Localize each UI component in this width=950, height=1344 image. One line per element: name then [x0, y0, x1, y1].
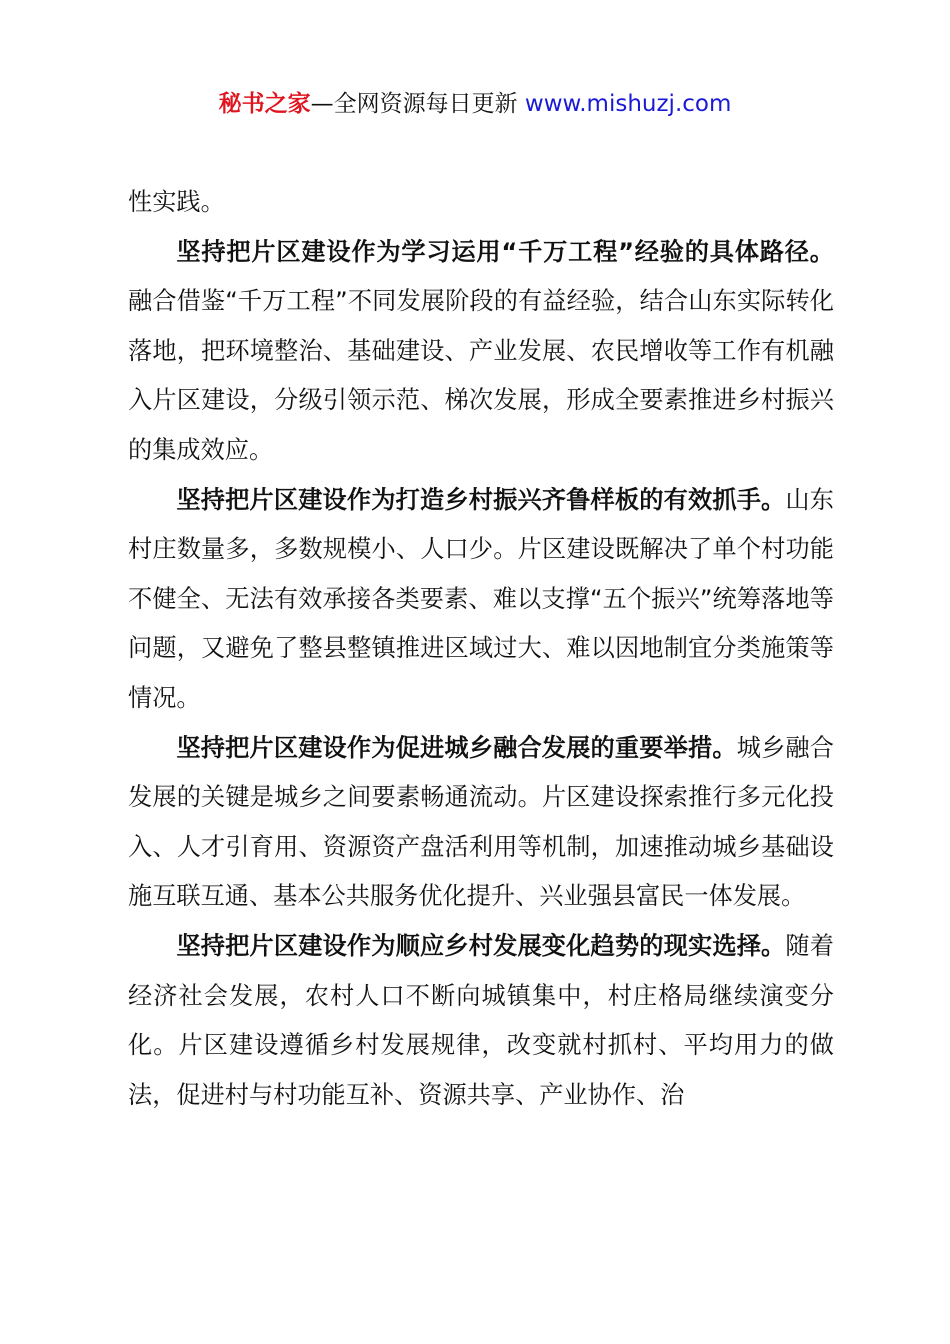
- brand-name: 秘书之家: [218, 91, 311, 117]
- paragraph-lead-heading: 坚持把片区建设作为促进城乡融合发展的重要举措。: [176, 733, 737, 762]
- document-body: [128, 178, 834, 1120]
- paragraph-lead-heading: 坚持把片区建设作为学习运用“千万工程”经验的具体路径。: [176, 237, 834, 266]
- paragraph: [128, 922, 834, 1120]
- paragraph-continuation: [128, 178, 834, 228]
- site-header: [0, 86, 950, 122]
- paragraph-text: 融合借鉴“千万工程”不同发展阶段的有益经验，结合山东实际转化落地，把环境整治、基础建设、产业发展、农民增收等工作有机融入片区建设，分级引领示范、梯次发展，形成全要素推进乡村振兴的集成效应。: [128, 287, 834, 464]
- paragraph-text: 城乡融合发展的关键是城乡之间要素畅通流动。片区建设探索推行多元化投入、人才引育用、资源资产盘活利用等机制，加速推动城乡基础设施互联互通、基本公共服务优化提升、兴业强县富民一体发展。: [128, 733, 834, 911]
- paragraph-text: 随着经济社会发展，农村人口不断向城镇集中，村庄格局继续演变分化。片区建设遵循乡村发展规律，改变就村抓村、平均用力的做法，促进村与村功能互补、资源共享、产业协作、治: [128, 931, 834, 1109]
- paragraph-lead-heading: 坚持把片区建设作为打造乡村振兴齐鲁样板的有效抓手。: [176, 485, 786, 514]
- paragraph-text: 性实践。: [128, 188, 225, 216]
- site-tagline: —全网资源每日更新: [310, 91, 525, 117]
- paragraph: [128, 724, 834, 922]
- paragraph-text: 山东村庄数量多，多数规模小、人口少。片区建设既解决了单个村功能不健全、无法有效承接各类要素、难以支撑“五个振兴”统筹落地等问题，又避免了整县整镇推进区域过大、难以因地制宜分类施策等情况。: [128, 485, 834, 712]
- paragraph: [128, 228, 834, 476]
- paragraph: [128, 476, 834, 724]
- paragraph-lead-heading: 坚持把片区建设作为顺应乡村发展变化趋势的现实选择。: [176, 931, 786, 960]
- site-url-link[interactable]: www.mishuzj.com: [524, 91, 732, 117]
